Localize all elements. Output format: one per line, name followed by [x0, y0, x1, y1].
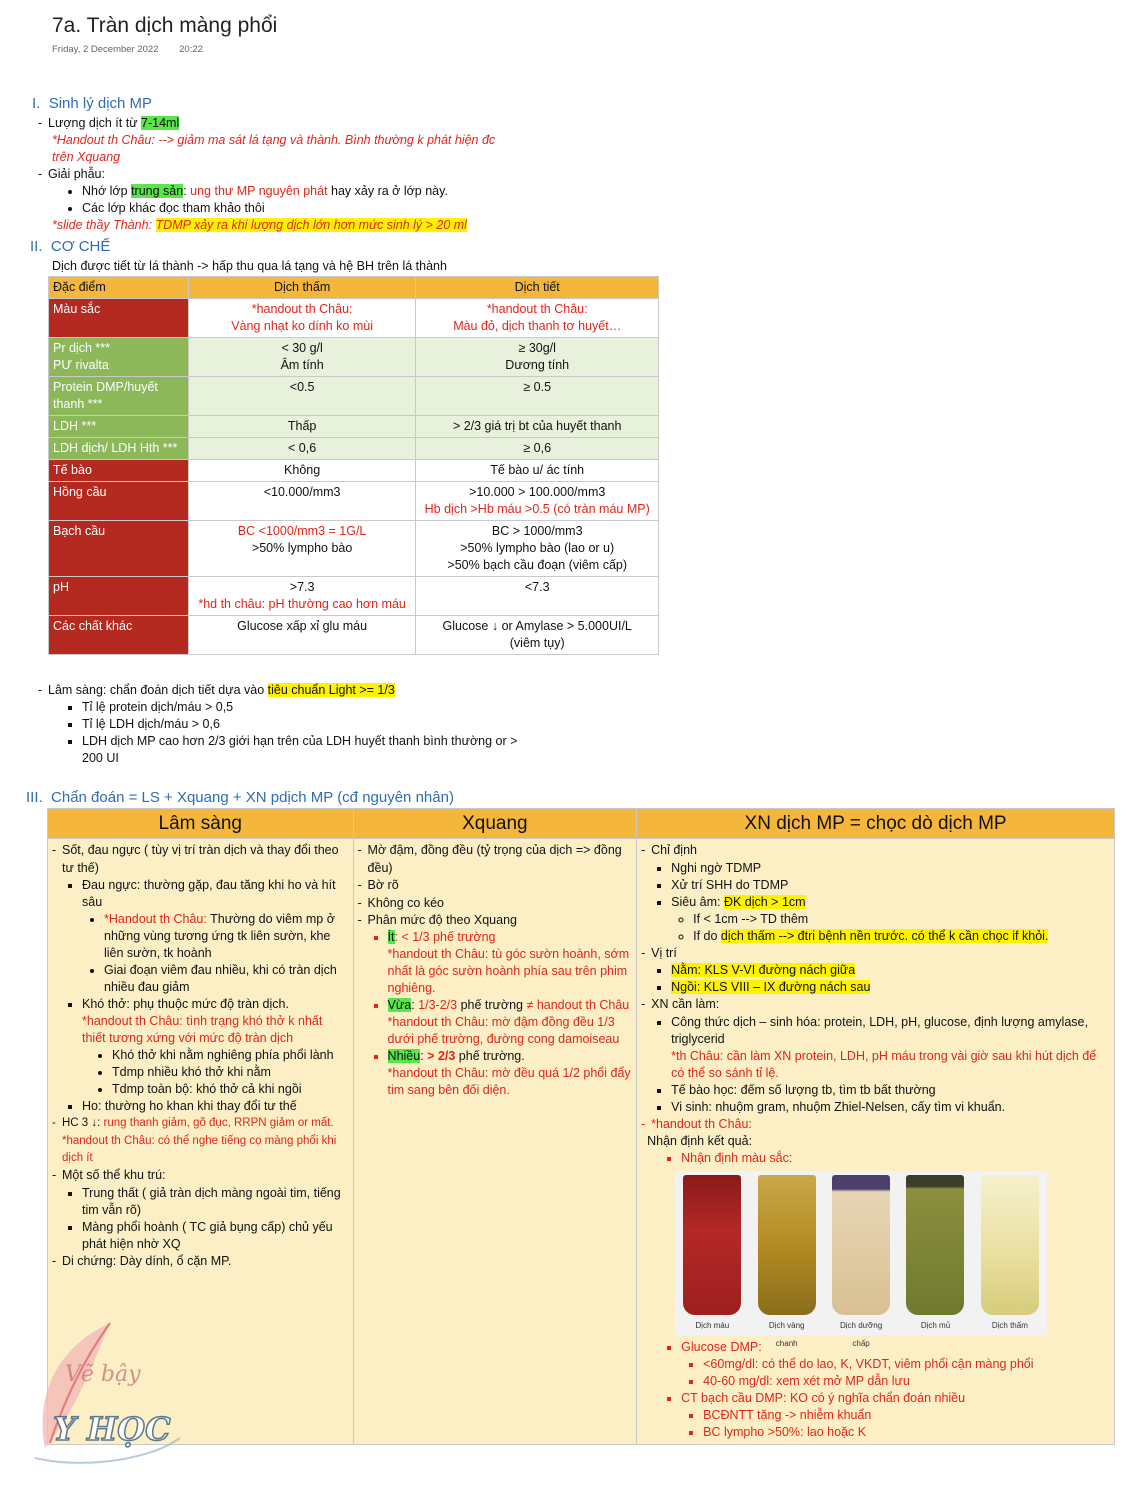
table-row — [49, 416, 659, 438]
xq-nhieu-red2: *handout th Châu: mờ đều quá 1/2 phổi đẩy tim sang bên đối diện. — [387, 1066, 631, 1098]
col-header: Xquang — [353, 809, 637, 839]
xq-it — [388, 929, 633, 997]
xq-it-red: *handout th Châu: tù góc sườn hoành, sớm nhất là góc sườn hoành phía sau trên phim nghiêng. — [387, 947, 630, 996]
l2b: • Các lớp khác đọc tham khảo thôi — [82, 200, 508, 217]
ls-c-list — [66, 1185, 349, 1253]
lam-sang-hl: tiêu chuẩn Light >= 1/3 — [267, 683, 395, 697]
cell-line: BC <1000/mm3 = 1G/L — [237, 524, 367, 538]
xn-col — [637, 839, 1115, 1445]
xn-d: - *handout th Châu: — [641, 1116, 1110, 1133]
ls-a2c: • Tdmp toàn bộ: khó thở cả khi ngồi — [112, 1081, 349, 1098]
cell-line: ≥ 30g/l — [518, 341, 556, 355]
table-row — [49, 460, 659, 482]
xq-vua-mid: phế trường — [457, 998, 527, 1013]
table-row — [49, 577, 659, 616]
xn-gl2: ▪ 40-60 mg/dl: xem xét mở MP dẫn lưu — [703, 1373, 1110, 1390]
table-row — [49, 438, 659, 460]
l2a-colon: : — [183, 184, 191, 198]
row-label: LDH *** — [49, 416, 189, 438]
watermark-logo — [15, 1318, 195, 1468]
criteria-list — [66, 699, 518, 767]
cell: < 0,6 — [188, 438, 416, 460]
xq-levels — [372, 929, 633, 1099]
cell-line: >50% bạch cầu đoạn (viêm cấp) — [447, 558, 628, 572]
cell: > 2/3 giá trị bt của huyết thanh — [416, 416, 659, 438]
xq-nhieu-colon: : — [420, 1049, 428, 1064]
col-header: Dịch tiết — [416, 277, 659, 299]
tube-chyle — [832, 1175, 890, 1352]
cell-line: Vàng nhạt ko dính ko mùi — [231, 319, 373, 333]
cell — [416, 299, 659, 338]
xq-vua-colon: : — [411, 998, 419, 1013]
ls-a1 — [82, 877, 349, 996]
cell-line: (viêm tụy) — [509, 636, 565, 650]
tube-yellow-glass — [758, 1175, 816, 1315]
section-3-heading — [26, 789, 454, 806]
cell: <0.5 — [188, 377, 416, 416]
section-1-num: I. — [32, 95, 41, 112]
xn-ct — [681, 1390, 1110, 1441]
slide-hl: TDMP xảy ra khi lượng dịch lớn hơn mức sinh lý > 20 ml — [155, 218, 467, 232]
cell-line: >10.000 > 100.000/mm3 — [469, 485, 606, 499]
cell — [416, 338, 659, 377]
lam-sang — [38, 682, 518, 699]
section-1-heading — [32, 95, 152, 112]
ls-a2b: • Tdmp nhiều khó thở khi nằm — [112, 1064, 349, 1081]
xn-a3-list — [677, 911, 1110, 945]
l2a-post: hay xảy ra ở lớp này. — [327, 184, 448, 198]
ls-d: - Di chứng: Dày dính, ổ cặn MP. — [52, 1253, 349, 1270]
cell — [188, 338, 416, 377]
ls-a: - Sốt, đau ngực ( tùy vị trí tràn dịch và thay đổi theo tư thế) — [52, 842, 349, 877]
cell: Tế bào u/ ác tính — [416, 460, 659, 482]
l1-hl: 7-14ml — [141, 116, 180, 130]
ls-a-list — [66, 877, 349, 1115]
section-1-title: Sinh lý dịch MP — [48, 95, 153, 112]
xn-c2: ▪ Tế bào học: đếm số lượng tb, tìm tb bất thường — [671, 1082, 1110, 1099]
section-3-num: III. — [26, 789, 43, 806]
label-line: PƯ rivalta — [53, 358, 109, 372]
cell — [416, 482, 659, 521]
cell: Không — [188, 460, 416, 482]
slide-note — [38, 217, 508, 234]
label-line: Pr dịch *** — [53, 341, 110, 355]
cell-line: Hb dịch >Hb máu >0.5 (có tràn máu MP) — [424, 502, 650, 516]
xn-gl1: ▪ <60mg/dl: có thể do lao, K, VKDT, viêm phổi cận màng phổi — [703, 1356, 1110, 1373]
xn-a1: ▪ Nghi ngờ TDMP — [671, 860, 1110, 877]
ls-a1-list — [88, 911, 349, 996]
xn-ct1: ▪ BCĐNTT tăng -> nhiễm khuẩn — [703, 1407, 1110, 1424]
tube-blood-glass — [683, 1175, 741, 1315]
cell — [188, 299, 416, 338]
cell — [188, 521, 416, 577]
xq-vua-red3: *handout th Châu: mờ đậm đồng đều 1/3 dưới phế trường, đường cong damoiseau — [387, 1015, 620, 1047]
l1-note: *Handout th Châu: --> giảm ma sát lá tạng và thành. Bình thường k phát hiện đc trên Xquang — [52, 133, 496, 164]
row-label: Màu sắc — [49, 299, 189, 338]
cell-line: < 30 g/l — [281, 341, 323, 355]
tube-chyle-glass — [832, 1175, 890, 1315]
xn-c1 — [671, 1014, 1110, 1082]
row-label: Các chất khác — [49, 616, 189, 655]
ls-a2a: • Khó thở khi nằm nghiêng phía phổi lành — [112, 1047, 349, 1064]
ls-a1a — [104, 911, 349, 962]
ls-b-pre: HC 3 ↓: — [62, 1117, 104, 1130]
xn-c: - XN cần làm: — [641, 996, 1110, 1013]
tube-transudate — [981, 1175, 1039, 1334]
xn-ct-sub — [687, 1407, 1110, 1441]
comparison-table — [48, 276, 659, 655]
xn-c3: ▪ Vi sinh: nhuộm gram, nhuộm Zhiel-Nelsen, cấy tìm vi khuẩn. — [671, 1099, 1110, 1116]
section-1-body — [38, 115, 508, 234]
xn-gl — [681, 1339, 1110, 1390]
tube-blood — [683, 1175, 741, 1334]
table-header-row — [49, 277, 659, 299]
criteria-item: ▪ Tỉ lệ LDH dịch/máu > 0,6 — [82, 716, 518, 733]
ls-a1-text: Đau ngực: thường gặp, đau tăng khi ho và hít sâu — [82, 878, 336, 910]
row-label: Hồng cầu — [49, 482, 189, 521]
cell-line: BC > 1000/mm3 — [491, 524, 583, 538]
l2a — [82, 183, 508, 200]
xq-nhieu-red: > 2/3 — [427, 1049, 456, 1064]
xn-c1-text: Công thức dịch – sinh hóa: protein, LDH, pH, glucose, định lượng amylase, triglycerid — [671, 1014, 1088, 1046]
ls-a2-text: Khó thở: phụ thuộc mức độ tràn dịch. — [82, 997, 289, 1012]
cell — [188, 577, 416, 616]
row-label: pH — [49, 577, 189, 616]
col-header: Đặc điểm — [49, 277, 189, 299]
tube-label: Dịch máu — [695, 1321, 730, 1331]
xn-b2-text: Ngồi: KLS VIII – IX đường nách sau — [671, 980, 871, 995]
xn-a2: ▪ Xử trí SHH do TDMP — [671, 877, 1110, 894]
row-label: LDH dịch/ LDH Hth *** — [49, 438, 189, 460]
l2a-pre: Nhớ lớp — [82, 184, 132, 198]
tube-pus — [906, 1175, 964, 1334]
xn-d2: ▪ Nhận định màu sắc: — [681, 1150, 1110, 1167]
xn-a3-hl: ĐK dịch > 1cm — [723, 894, 806, 909]
cell-line: *handout th Châu: — [251, 302, 353, 316]
diag-header-row — [48, 809, 1115, 839]
ls-a2 — [82, 996, 349, 1098]
ls-b-red: rung thanh giảm, gõ đục, RRPN giảm or mất. *handout th Châu: có thể nghe tiếng cọ màng phổi khi dịch ít — [62, 1117, 337, 1165]
l1-pre: Lượng dịch ít từ — [48, 116, 142, 130]
xq-d: - Phân mức độ theo Xquang — [358, 912, 633, 929]
tube-label: Dịch dưỡng chấp — [840, 1321, 883, 1348]
cell-line: Màu đỏ, dịch thanh tơ huyết… — [453, 319, 622, 333]
xn-a: - Chỉ định — [641, 842, 1110, 859]
cell — [416, 521, 659, 577]
row-label: Protein DMP/huyết thanh *** — [49, 377, 189, 416]
ls-a1a-text: Thường do viêm mp ở những vùng tương ứng tk liên sườn, khe liên sườn, tk hoành — [104, 912, 335, 961]
xn-a3 — [671, 894, 1110, 945]
l2: - Giải phẫu: — [38, 166, 508, 183]
xq-c: - Không co kéo — [358, 895, 633, 912]
tube-yellow — [758, 1175, 816, 1352]
cell-line: Glucose ↓ or Amylase > 5.000UI/L — [442, 619, 632, 633]
col-header: XN dịch MP = chọc dò dịch MP — [637, 809, 1115, 839]
slide-pre: *slide thầy Thành: — [52, 218, 156, 232]
xn-ct2: ▪ BC lympho >50%: lao hoặc K — [703, 1424, 1110, 1441]
xn-d-list — [665, 1150, 1110, 1167]
l1 — [38, 115, 508, 132]
row-label: Bạch cầu — [49, 521, 189, 577]
ls-c1: ▪ Trung thất ( giả tràn dịch màng ngoài tim, tiếng tim vẫn rõ) — [82, 1185, 349, 1219]
cell: ≥ 0,6 — [416, 438, 659, 460]
xn-ct-text: CT bạch cầu DMP: KO có ý nghĩa chẩn đoán nhiều — [681, 1391, 966, 1406]
diag-body-row — [48, 839, 1115, 1445]
xn-a3b-pre: If do — [693, 928, 721, 943]
table-row — [49, 521, 659, 577]
xn-a3-pre: Siêu âm: — [671, 894, 724, 909]
ls-c2: ▪ Màng phổi hoành ( TC giả bụng cấp) chủ yếu phát hiện nhờ XQ — [82, 1219, 349, 1253]
row-label — [49, 338, 189, 377]
section-2-num: II. — [30, 238, 43, 255]
criteria-item: ▪ LDH dịch MP cao hơn 2/3 giới hạn trên của LDH huyết thanh bình thường or > 200 UI — [82, 733, 518, 767]
time-text: 20:22 — [179, 44, 203, 55]
cell — [416, 616, 659, 655]
xn-a3a: ◦ If < 1cm --> TD thêm — [693, 911, 1110, 928]
cell-line: *hd th châu: pH thường cao hơn máu — [198, 597, 406, 611]
table-row — [49, 377, 659, 416]
xn-c1-red: *th Châu: cần làm XN protein, LDH, pH máu trong vài giờ sau khi hút dịch để có thể so sánh tỉ lệ. — [671, 1048, 1097, 1080]
xn-b1-text: Nằm: KLS V-VI đường nách giữa — [671, 963, 856, 978]
section-3-title: Chẩn đoán = LS + Xquang + XN pdịch MP (cđ nguyên nhân) — [51, 789, 454, 806]
table-row — [49, 299, 659, 338]
tube-label: Dịch vàng chanh — [768, 1321, 805, 1348]
xn-gl-sub — [687, 1356, 1110, 1390]
xn-gl-text: Glucose DMP: — [681, 1340, 762, 1355]
date-text: Friday, 2 December 2022 — [52, 44, 159, 55]
xn-a3b-hl: dịch thấm --> đtri bệnh nền trước. có thể k cần chọc if khỏi. — [720, 928, 1049, 943]
ls-a1a-red: *Handout th Châu: — [104, 912, 211, 927]
logo-line2: Y HỌC — [53, 1410, 171, 1448]
cell-line: >50% lympho bào (lao or u) — [460, 541, 615, 555]
l2-list — [66, 183, 508, 217]
lam-sang-pre: Lâm sàng: chẩn đoán dịch tiết dựa vào — [48, 683, 268, 697]
cell-line: >50% lympho bào — [251, 541, 353, 555]
ls-a2-list — [96, 1047, 349, 1098]
tube-label: Dịch thấm — [991, 1321, 1028, 1331]
cell: <10.000/mm3 — [188, 482, 416, 521]
xn-b2 — [671, 979, 1110, 996]
table-row — [49, 616, 659, 655]
section-2-title: CƠ CHẾ — [50, 238, 111, 255]
xn-d1: Nhận định kết quả: — [647, 1134, 753, 1149]
tube-pus-glass — [906, 1175, 964, 1315]
section-2-intro: Dịch được tiết từ lá thành -> hấp thu qua lá tạng và hệ BH trên lá thành — [52, 259, 447, 273]
row-label: Tế bào — [49, 460, 189, 482]
xq-vua-red1: 1/3-2/3 — [418, 998, 458, 1013]
cell: ≥ 0.5 — [416, 377, 659, 416]
xq-nhieu-rest: phế trường. — [455, 1049, 525, 1064]
xquang-col — [353, 839, 637, 1445]
ls-c: - Một số thể khu trú: — [52, 1167, 349, 1184]
xn-b-list — [655, 962, 1110, 996]
cell-line: *handout th Châu: — [486, 302, 588, 316]
tube-transudate-glass — [981, 1175, 1039, 1315]
table-row — [49, 482, 659, 521]
xq-vua-red2: ≠ handout th Châu — [526, 998, 630, 1013]
xn-a3b — [693, 928, 1110, 945]
cell: Thấp — [188, 416, 416, 438]
xq-it-rest: : < 1/3 phế trường — [394, 930, 496, 945]
ls-a2-red: *handout th Châu: tình trạng khó thở k nhất thiết tương xứng với mức độ tràn dịch — [82, 1014, 323, 1046]
xn-a-list — [655, 860, 1110, 945]
page-meta — [52, 44, 221, 55]
cell: <7.3 — [416, 577, 659, 616]
xq-a: - Mờ đậm, đồng đều (tỷ trọng của dịch => đồng đều) — [358, 842, 633, 877]
ls-a3: ▪ Ho: thường ho khan khi thay đổi tư thế — [82, 1098, 349, 1115]
ls-b — [52, 1115, 349, 1167]
xn-b1 — [671, 962, 1110, 979]
xq-b: - Bờ rõ — [358, 877, 633, 894]
cell-line: Âm tính — [280, 358, 324, 372]
cell-line: Dương tính — [505, 358, 570, 372]
page-title: 7a. Tràn dịch màng phổi — [52, 14, 278, 37]
cell-line: >7.3 — [289, 580, 315, 594]
xq-it-hl: Ít — [387, 930, 395, 945]
l2a-red: ung thư MP nguyên phát — [190, 184, 328, 198]
xq-vua — [388, 997, 633, 1048]
xq-nhieu-hl: Nhiều — [387, 1049, 421, 1064]
col-header: Lâm sàng — [48, 809, 354, 839]
xn-b: - Vị trí — [641, 945, 1110, 962]
xn-c-list — [655, 1014, 1110, 1116]
logo-line1: Vẽ bậy — [65, 1362, 141, 1387]
xq-nhieu — [388, 1048, 633, 1099]
cell: Glucose xấp xỉ glu máu — [188, 616, 416, 655]
xn-gl-list — [665, 1339, 1110, 1441]
table-row — [49, 338, 659, 377]
light-criteria — [38, 682, 518, 767]
xq-vua-hl: Vừa — [387, 998, 412, 1013]
section-2-heading — [30, 238, 110, 255]
criteria-item: ▪ Tỉ lệ protein dịch/máu > 0,5 — [82, 699, 518, 716]
l2a-hl: trung sản — [131, 184, 184, 198]
ls-a1b: • Giai đoạn viêm đau nhiều, khi có tràn dịch nhiều đau giảm — [104, 962, 349, 996]
tube-label: Dịch mủ — [920, 1321, 951, 1331]
col-header: Dịch thấm — [188, 277, 416, 299]
diagnosis-table — [47, 808, 1115, 1445]
